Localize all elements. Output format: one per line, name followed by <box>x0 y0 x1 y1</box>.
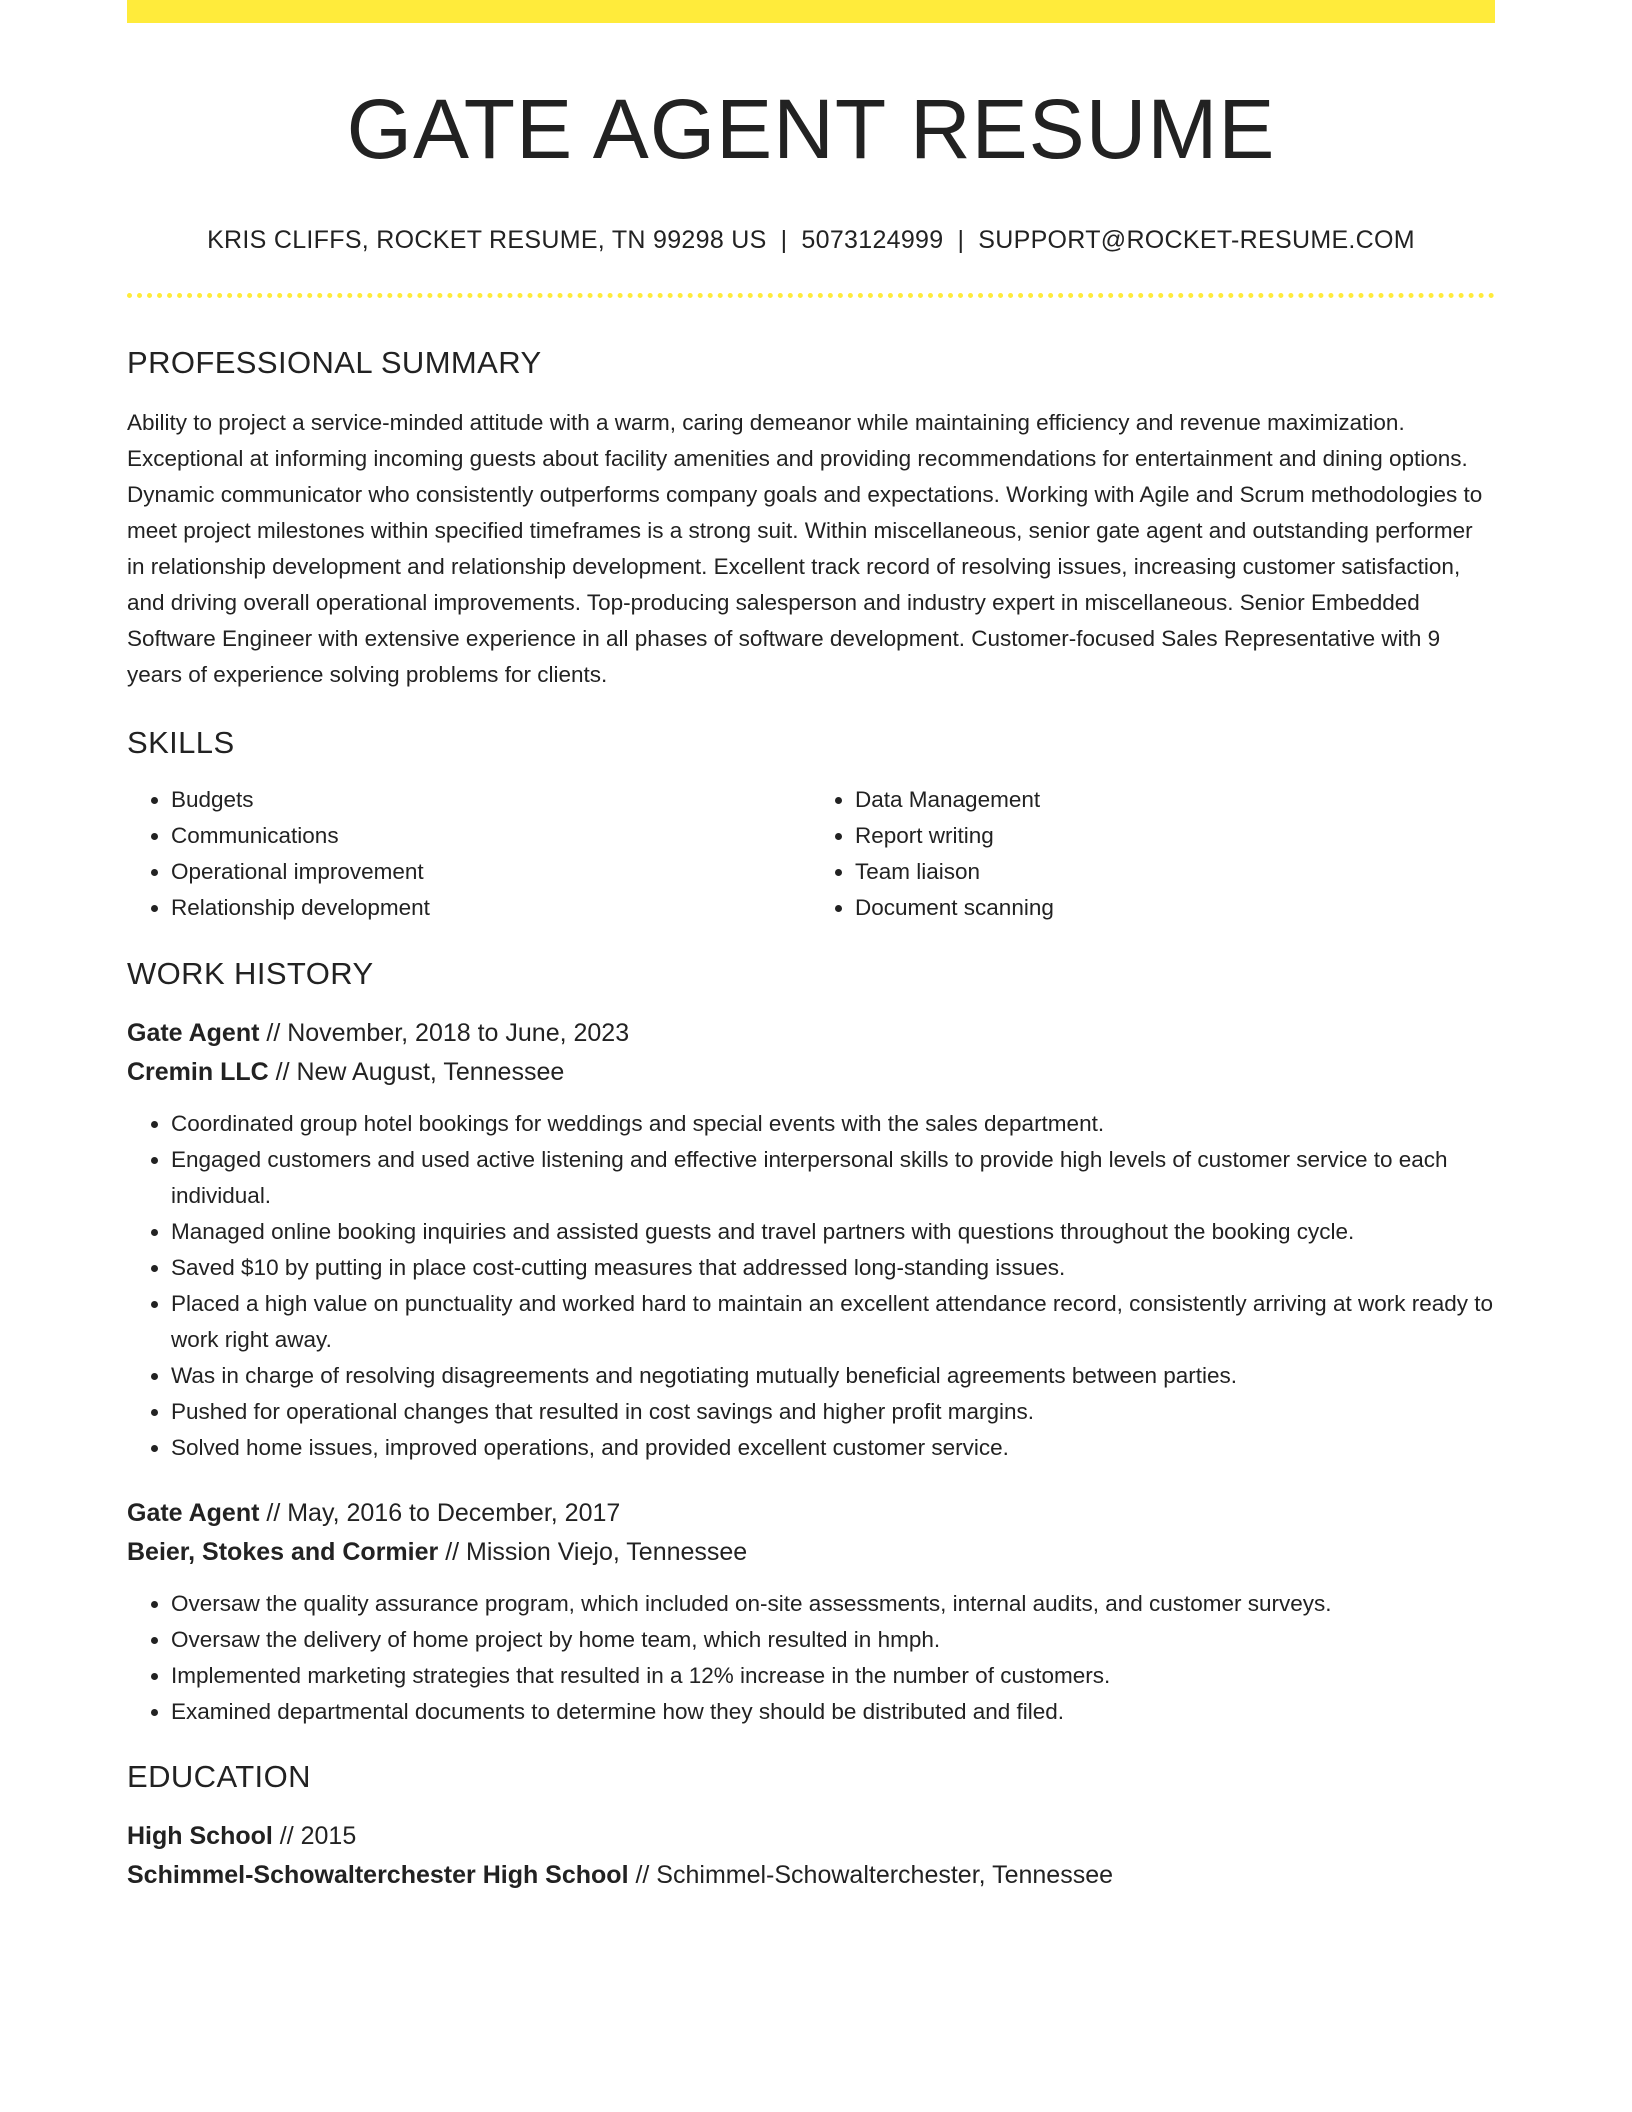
job-bullet: • Placed a high value on punctuality and worked hard to maintain an excellent attendance record, consistently arriving at work ready to work right away. <box>171 1286 1495 1358</box>
job-bullet: • Engaged customers and used active listening and effective interpersonal skills to provide high levels of customer service to each individual. <box>171 1142 1495 1214</box>
education-year: // 2015 <box>279 1821 357 1850</box>
skill-item: • Operational improvement <box>171 854 811 890</box>
section-heading: SKILLS <box>127 725 235 761</box>
job-company: Cremin LLC <box>127 1057 269 1086</box>
skills-section <box>127 724 1495 925</box>
work-history-section <box>127 955 1495 1730</box>
resume-page <box>127 0 1495 1895</box>
skill-item: • Report writing <box>855 818 1495 854</box>
job-bullet: • Oversaw the delivery of home project by home team, which resulted in hmph. <box>171 1622 1495 1658</box>
job-location: // New August, Tennessee <box>275 1057 565 1086</box>
job-bullet: • Solved home issues, improved operations, and provided excellent customer service. <box>171 1430 1495 1466</box>
education-location: // Schimmel-Schowalterchester, Tennessee <box>635 1860 1114 1889</box>
job-bullet: • Managed online booking inquiries and assisted guests and travel partners with questions throughout the booking cycle. <box>171 1214 1495 1250</box>
job-title-line <box>127 1014 1495 1053</box>
education-section <box>127 1758 1495 1895</box>
job-dates: // May, 2016 to December, 2017 <box>266 1498 621 1527</box>
education-degree: High School <box>127 1821 273 1850</box>
job-location: // Mission Viejo, Tennessee <box>445 1537 748 1566</box>
job-bullet: • Oversaw the quality assurance program, which included on-site assessments, internal audits, and customer surveys. <box>171 1586 1495 1622</box>
resume-title: GATE AGENT RESUME <box>346 82 1276 176</box>
job-bullet: • Saved $10 by putting in place cost-cutting measures that addressed long-standing issues. <box>171 1250 1495 1286</box>
section-heading: EDUCATION <box>127 1758 311 1794</box>
job-company-line <box>127 1053 1495 1092</box>
skills-list-right <box>811 782 1495 926</box>
education-school-line <box>127 1856 1495 1895</box>
job-entry <box>127 1494 1495 1730</box>
skill-item: • Data Management <box>855 782 1495 818</box>
skill-item: • Document scanning <box>855 890 1495 926</box>
job-bullet: • Was in charge of resolving disagreements and negotiating mutually beneficial agreements between parties. <box>171 1358 1495 1394</box>
summary-text: Ability to project a service-minded attitude with a warm, caring demeanor while maintaining efficiency and revenue maximization. Exceptional at informing incoming guests about facility amenities and providing recommendations for entertainment and dining options. Dynamic communicator who consistently outperforms company goals and expectations. Working with Agile and Scrum methodologies to meet project milestones within specified timeframes is a strong suit. Within miscellaneous, senior gate agent and outstanding performer in relationship development and relationship development. Excellent track record of resolving issues, increasing customer satisfaction, and driving overall operational improvements. Top-producing salesperson and industry expert in miscellaneous. Senior Embedded Software Engineer with extensive experience in all phases of software development. Customer-focused Sales Representative with 9 years of experience solving problems for clients. <box>127 410 1483 688</box>
contact-separator: | <box>957 226 965 255</box>
job-company: Beier, Stokes and Cormier <box>127 1537 439 1566</box>
skill-item: • Relationship development <box>171 890 811 926</box>
job-dates: // November, 2018 to June, 2023 <box>266 1018 630 1047</box>
skill-item: • Budgets <box>171 782 811 818</box>
section-heading: WORK HISTORY <box>127 955 374 991</box>
education-degree-line <box>127 1817 1495 1856</box>
job-title: Gate Agent <box>127 1498 260 1527</box>
contact-address: KRIS CLIFFS, ROCKET RESUME, TN 99298 US <box>207 226 767 255</box>
skills-columns <box>127 782 1495 926</box>
job-bullets <box>127 1586 1495 1730</box>
contact-line <box>127 225 1495 255</box>
job-bullet: • Pushed for operational changes that resulted in cost savings and higher profit margins. <box>171 1394 1495 1430</box>
contact-separator: | <box>780 226 788 255</box>
education-school: Schimmel-Schowalterchester High School <box>127 1860 629 1889</box>
job-company-line <box>127 1533 1495 1572</box>
job-bullet: • Coordinated group hotel bookings for weddings and special events with the sales department. <box>171 1106 1495 1142</box>
job-entry <box>127 1014 1495 1466</box>
skill-item: • Team liaison <box>855 854 1495 890</box>
job-bullet: • Implemented marketing strategies that resulted in a 12% increase in the number of customers. <box>171 1658 1495 1694</box>
section-heading: PROFESSIONAL SUMMARY <box>127 345 542 381</box>
accent-top-bar <box>127 0 1495 23</box>
dotted-divider <box>127 293 1495 298</box>
job-bullet: • Examined departmental documents to determine how they should be distributed and filed. <box>171 1694 1495 1730</box>
skill-item: • Communications <box>171 818 811 854</box>
contact-phone: 5073124999 <box>801 226 944 255</box>
professional-summary-section <box>127 344 1495 693</box>
skills-list-left <box>127 782 811 926</box>
job-bullets <box>127 1106 1495 1466</box>
education-entry <box>127 1817 1495 1895</box>
job-title-line <box>127 1494 1495 1533</box>
job-title: Gate Agent <box>127 1018 260 1047</box>
contact-email: SUPPORT@ROCKET-RESUME.COM <box>978 226 1415 255</box>
